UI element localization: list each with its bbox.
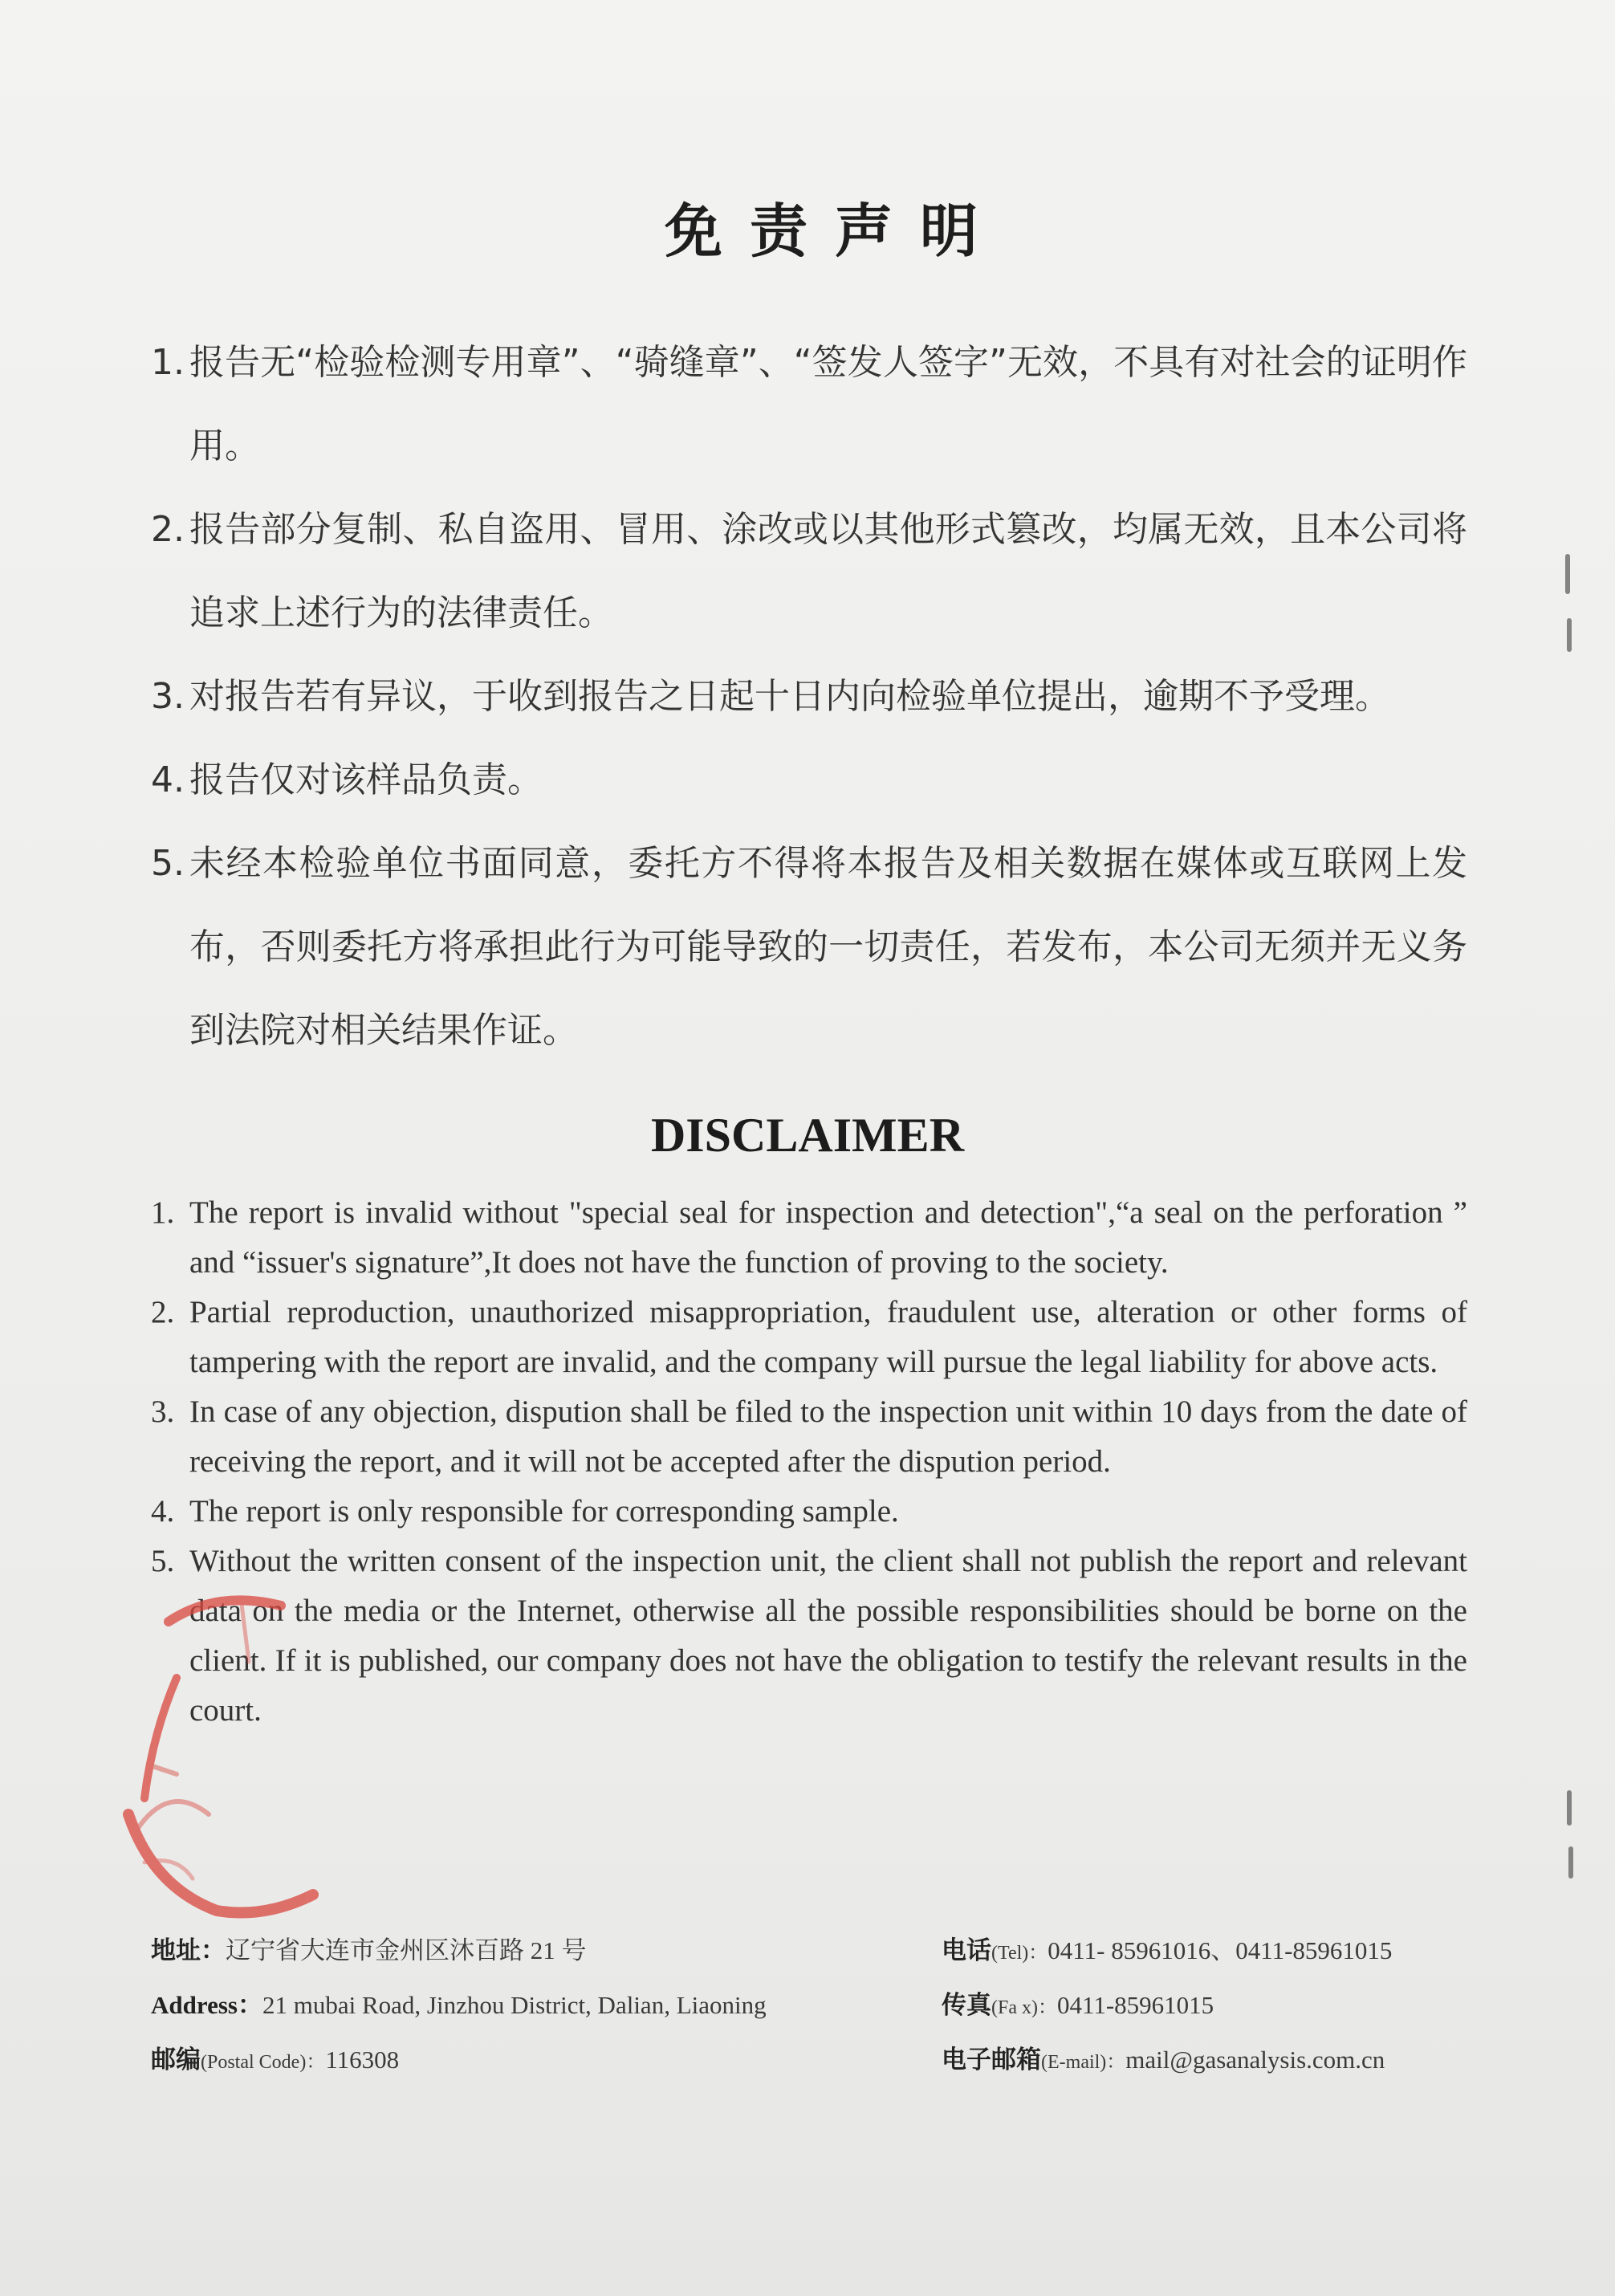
address-en-label: Address： <box>151 1990 262 2019</box>
english-term-item <box>151 1487 1467 1537</box>
chinese-term-item <box>151 321 1467 488</box>
telephone <box>942 1930 1475 1966</box>
chinese-term-item <box>151 739 1467 822</box>
item-number: 4. <box>151 1494 175 1529</box>
email-label: 电子邮箱 <box>942 2045 1041 2074</box>
item-number: 5. <box>151 843 185 884</box>
chinese-term-item <box>151 488 1467 655</box>
english-term-item <box>151 1288 1467 1387</box>
scan-edge-mark <box>1567 618 1572 652</box>
item-number: 2. <box>151 509 185 550</box>
address-cn-label: 地址： <box>151 1936 226 1964</box>
item-number: 1. <box>151 1195 175 1230</box>
english-term-item <box>151 1537 1467 1736</box>
address-en <box>151 1985 942 2021</box>
scan-edge-mark <box>1568 1846 1573 1879</box>
item-text: Partial reproduction, unauthorized misappropriation, fraudulent use, alteration or other forms of tampering with the report are invalid, and the company will pursue the legal liability for above acts. <box>189 1295 1467 1379</box>
scan-edge-mark <box>1567 1790 1572 1826</box>
tel-value: 0411- 85961016、0411-85961015 <box>1048 1936 1393 1964</box>
item-text: In case of any objection, dispution shall be filed to the inspection unit within 10 days from the date of receiving the report, and it will not be accepted after the dispution period. <box>189 1394 1467 1479</box>
item-number: 3. <box>151 1394 175 1429</box>
postal-code <box>151 2039 942 2075</box>
item-number: 5. <box>151 1544 175 1578</box>
contact-footer <box>151 1920 1475 2084</box>
english-term-item <box>151 1387 1467 1487</box>
address-en-value: 21 mubai Road, Jinzhou District, Dalian, Liaoning <box>262 1990 767 2019</box>
fax-label-en: (Fa x)： <box>991 1997 1057 2018</box>
fax-value: 0411-85961015 <box>1056 1990 1214 2019</box>
item-text: 报告部分复制、私自盗用、冒用、涂改或以其他形式篡改，均属无效，且本公司将追求上述行为的法律责任。 <box>189 509 1467 633</box>
tel-label-en: (Tel)： <box>991 1942 1048 1964</box>
postal-value: 116308 <box>325 2045 400 2074</box>
item-text: Without the written consent of the inspection unit, the client shall not publish the report and relevant data on the media or the Internet, otherwise all the possible responsibilities should be borne on the client. If it is published, our company does not have the obligation to testify the relevant results in the court. <box>189 1544 1467 1728</box>
postal-label: 邮编 <box>151 2045 201 2074</box>
english-terms-list <box>151 1188 1467 1736</box>
postal-label-en: (Postal Code)： <box>201 2051 326 2073</box>
chinese-term-item <box>151 822 1467 1073</box>
footer-row <box>151 2029 1475 2084</box>
item-number: 4. <box>151 759 185 800</box>
email-label-en: (E-mail)： <box>1041 2051 1126 2073</box>
address-cn <box>151 1930 942 1966</box>
item-number: 2. <box>151 1295 175 1329</box>
email <box>942 2039 1475 2075</box>
chinese-term-item <box>151 655 1467 739</box>
address-cn-value: 辽宁省大连市金州区沐百路 21 号 <box>226 1936 587 1964</box>
tel-label: 电话 <box>942 1936 991 1964</box>
scan-edge-mark <box>1565 554 1570 594</box>
chinese-terms-list <box>151 321 1467 1073</box>
english-title: DISCLAIMER <box>650 1109 965 1162</box>
fax <box>942 1985 1475 2021</box>
fax-label: 传真 <box>942 1990 991 2019</box>
item-text: 对报告若有异议，于收到报告之日起十日内向检验单位提出，逾期不予受理。 <box>189 676 1390 717</box>
item-number: 1. <box>151 342 185 383</box>
email-value: mail@gasanalysis.com.cn <box>1125 2045 1385 2074</box>
footer-row <box>151 1975 1475 2029</box>
item-text: 未经本检验单位书面同意，委托方不得将本报告及相关数据在媒体或互联网上发布，否则委托方将承担此行为可能导致的一切责任，若发布，本公司无须并无义务到法院对相关结果作证。 <box>189 843 1467 1051</box>
item-text: The report is only responsible for corresponding sample. <box>189 1494 899 1529</box>
chinese-title: 免责声明 <box>664 197 1005 265</box>
english-term-item <box>151 1188 1467 1288</box>
item-text: 报告仅对该样品负责。 <box>189 759 543 800</box>
item-text: 报告无“检验检测专用章”、“骑缝章”、“签发人签字”无效，不具有对社会的证明作用。 <box>189 342 1467 466</box>
item-text: The report is invalid without "special seal for inspection and detection",“a seal on the perforation ” and “issuer's signature”,It does not have the function of proving to the society. <box>189 1195 1467 1280</box>
item-number: 3. <box>151 676 185 717</box>
footer-row <box>151 1920 1475 1975</box>
